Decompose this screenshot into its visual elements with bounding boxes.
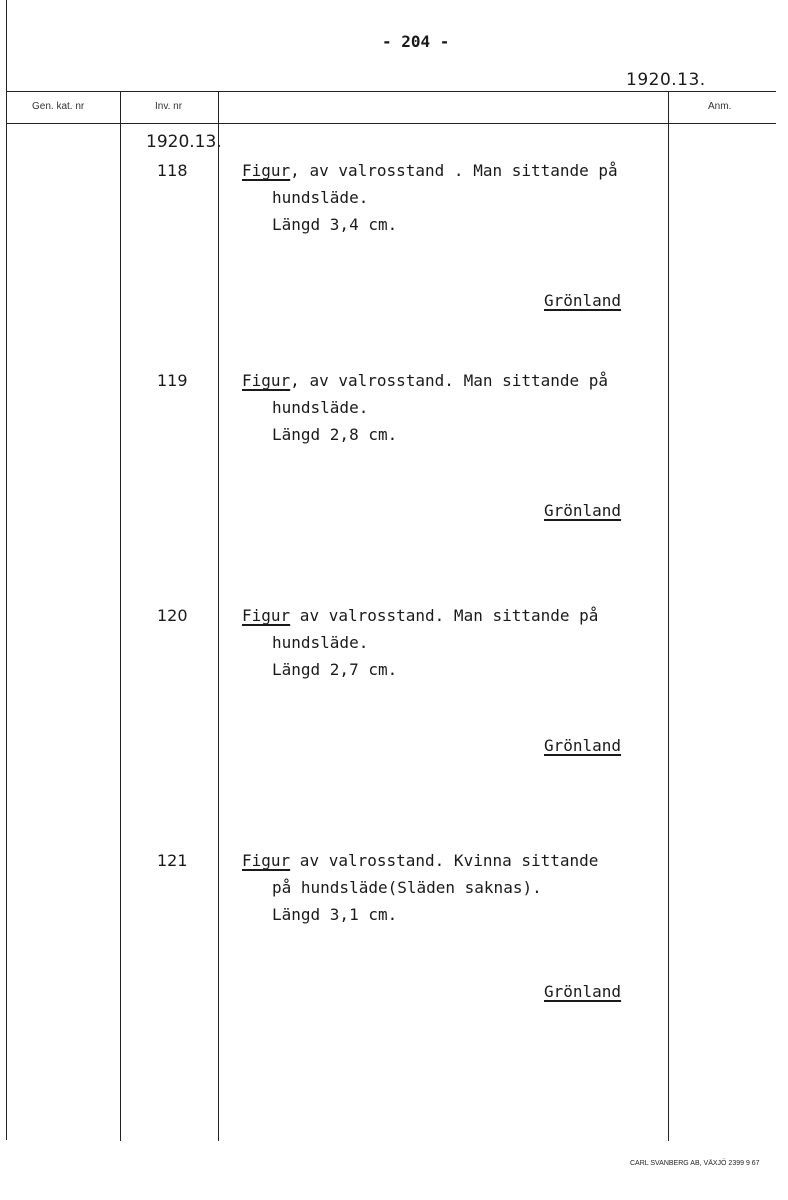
entry-description-line	[242, 606, 598, 625]
column-divider-2	[218, 91, 219, 1141]
entry-text: av valrosstand. Man sittande på	[290, 606, 599, 625]
header-bottom-line	[6, 123, 776, 124]
entry-length: Längd 2,7 cm.	[272, 660, 398, 679]
entry-text: , av valrosstand . Man sittande på	[290, 161, 618, 180]
entry-place: Grönland	[544, 291, 622, 310]
entry-description-line	[242, 851, 598, 870]
entry-description-line	[242, 371, 608, 390]
inventory-number: 120	[157, 606, 188, 625]
column-divider-1	[120, 91, 121, 1141]
entry-title: Figur	[242, 161, 291, 180]
entry-place: Grönland	[544, 501, 622, 520]
printer-imprint: CARL SVANBERG AB, VÄXJÖ 2399 9 67	[630, 1160, 760, 1167]
column-header-anm: Anm.	[708, 101, 732, 112]
entry-place: Grönland	[544, 736, 622, 755]
entry-length: Längd 3,1 cm.	[272, 905, 398, 924]
left-border-line	[6, 0, 7, 1140]
entry-title: Figur	[242, 606, 291, 625]
series-label: 1920.13.	[146, 132, 222, 152]
column-header-inv-nr: Inv. nr	[155, 101, 183, 112]
entry-text: av valrosstand. Kvinna sittande	[290, 851, 599, 870]
page-number: - 204 -	[382, 32, 450, 51]
header-top-line	[6, 91, 776, 92]
entry-description-line	[242, 161, 618, 180]
entry-description-line: på hundsläde(Släden saknas).	[272, 878, 542, 897]
entry-length: Längd 3,4 cm.	[272, 215, 398, 234]
column-divider-3	[668, 91, 669, 1141]
inventory-number: 118	[157, 161, 188, 180]
entry-text: , av valrosstand. Man sittande på	[290, 371, 609, 390]
entry-place: Grönland	[544, 982, 622, 1001]
entry-description-line: hundsläde.	[272, 633, 369, 652]
entry-description-line: hundsläde.	[272, 188, 369, 207]
header-year-code: 1920.13.	[626, 70, 706, 90]
entry-description-line: hundsläde.	[272, 398, 369, 417]
entry-title: Figur	[242, 851, 291, 870]
inventory-number: 119	[157, 371, 188, 390]
inventory-number: 121	[157, 851, 188, 870]
entry-length: Längd 2,8 cm.	[272, 425, 398, 444]
entry-title: Figur	[242, 371, 291, 390]
column-header-gen-kat-nr: Gen. kat. nr	[32, 101, 85, 112]
